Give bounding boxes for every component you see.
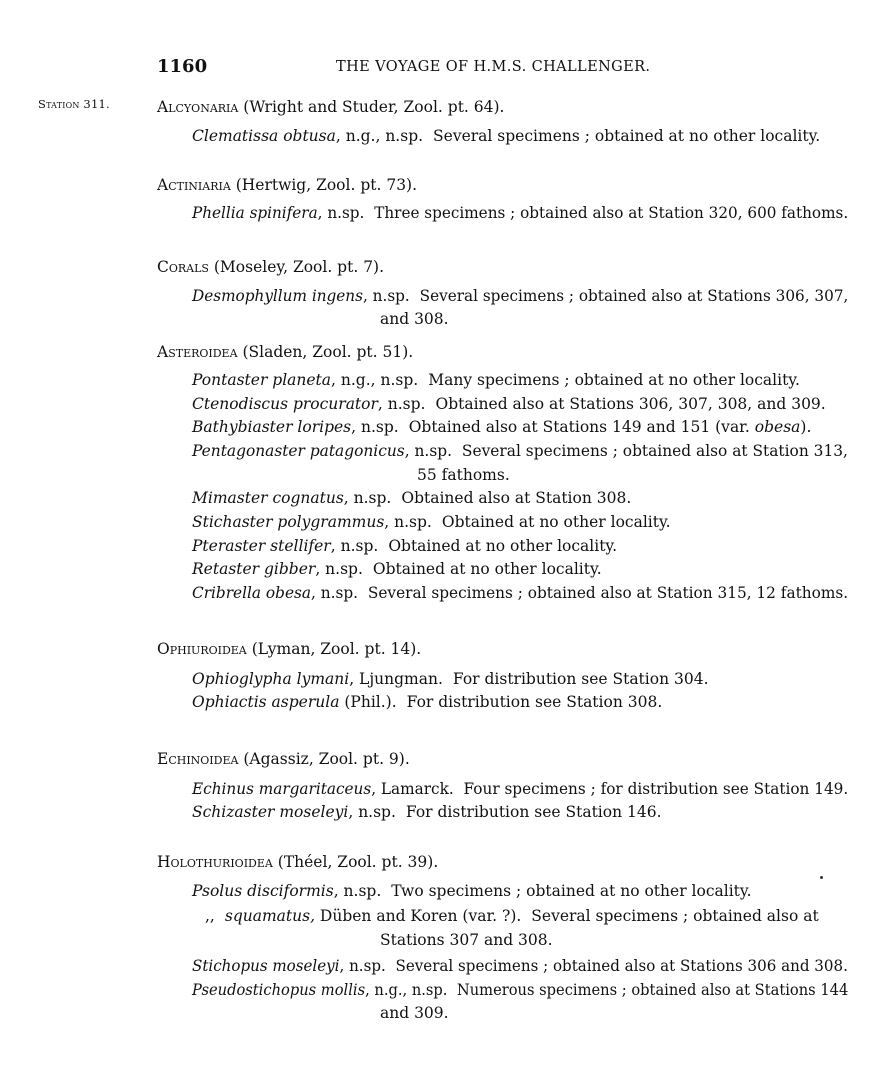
section-heading: Asteroidea (Sladen, Zool. pt. 51). bbox=[157, 343, 414, 361]
page-number: 1160 bbox=[157, 56, 208, 77]
species-entry: Ctenodiscus procurator, n.sp. Obtained also at Stations 306, 307, 308, and 309. bbox=[192, 395, 826, 413]
species-entry: ,, squamatus, Düben and Koren (var. ?). Several specimens ; obtained also at bbox=[205, 907, 819, 925]
section-heading: Holothurioidea (Théel, Zool. pt. 39). bbox=[157, 853, 439, 871]
running-title: THE VOYAGE OF H.M.S. CHALLENGER. bbox=[336, 59, 651, 75]
entry-continuation: 55 fathoms. bbox=[417, 466, 510, 484]
entry-continuation: and 308. bbox=[380, 310, 449, 328]
species-entry: Pteraster stellifer, n.sp. Obtained at no other locality. bbox=[192, 537, 618, 555]
species-entry: Retaster gibber, n.sp. Obtained at no other locality. bbox=[192, 560, 602, 578]
section-heading: Corals (Moseley, Zool. pt. 7). bbox=[157, 258, 385, 276]
species-entry: Stichopus moseleyi, n.sp. Several specimens ; obtained also at Stations 306 and 308. bbox=[192, 957, 848, 975]
species-entry: Ophioglypha lymani, Ljungman. For distribution see Station 304. bbox=[192, 670, 709, 688]
species-entry: Psolus disciformis, n.sp. Two specimens ; obtained at no other locality. bbox=[192, 882, 752, 900]
species-entry: Bathybiaster loripes, n.sp. Obtained also at Stations 149 and 151 (var. obesa). bbox=[192, 418, 812, 436]
species-entry: Clematissa obtusa, n.g., n.sp. Several specimens ; obtained at no other locality. bbox=[192, 127, 821, 145]
stray-ink-mark bbox=[820, 876, 823, 879]
station-label: Station 311. bbox=[38, 97, 110, 111]
species-entry: Ophiactis asperula (Phil.). For distribution see Station 308. bbox=[192, 693, 663, 711]
section-heading: Actiniaria (Hertwig, Zool. pt. 73). bbox=[157, 176, 418, 194]
species-entry: Echinus margaritaceus, Lamarck. Four specimens ; for distribution see Station 149. bbox=[192, 780, 849, 798]
entry-continuation: and 309. bbox=[380, 1004, 449, 1022]
species-entry: Pentagonaster patagonicus, n.sp. Several specimens ; obtained also at Station 313, bbox=[192, 442, 848, 460]
species-entry: Phellia spinifera, n.sp. Three specimens ; obtained also at Station 320, 600 fathoms. bbox=[192, 204, 849, 222]
species-entry: Desmophyllum ingens, n.sp. Several specimens ; obtained also at Stations 306, 307, bbox=[192, 287, 849, 305]
section-heading: Echinoidea (Agassiz, Zool. pt. 9). bbox=[157, 750, 410, 768]
species-entry: Pontaster planeta, n.g., n.sp. Many specimens ; obtained at no other locality. bbox=[192, 371, 800, 389]
species-entry: Pseudostichopus mollis, n.g., n.sp. Numerous specimens ; obtained also at Stations 144 bbox=[192, 981, 849, 999]
species-entry: Cribrella obesa, n.sp. Several specimens ; obtained also at Station 315, 12 fathoms. bbox=[192, 584, 849, 602]
species-entry: Mimaster cognatus, n.sp. Obtained also at Station 308. bbox=[192, 489, 632, 507]
species-entry: Schizaster moseleyi, n.sp. For distribution see Station 146. bbox=[192, 803, 662, 821]
section-heading: Ophiuroidea (Lyman, Zool. pt. 14). bbox=[157, 640, 422, 658]
species-entry: Stichaster polygrammus, n.sp. Obtained at no other locality. bbox=[192, 513, 671, 531]
section-heading: Alcyonaria (Wright and Studer, Zool. pt. 64). bbox=[157, 98, 505, 116]
entry-continuation: Stations 307 and 308. bbox=[380, 931, 553, 949]
